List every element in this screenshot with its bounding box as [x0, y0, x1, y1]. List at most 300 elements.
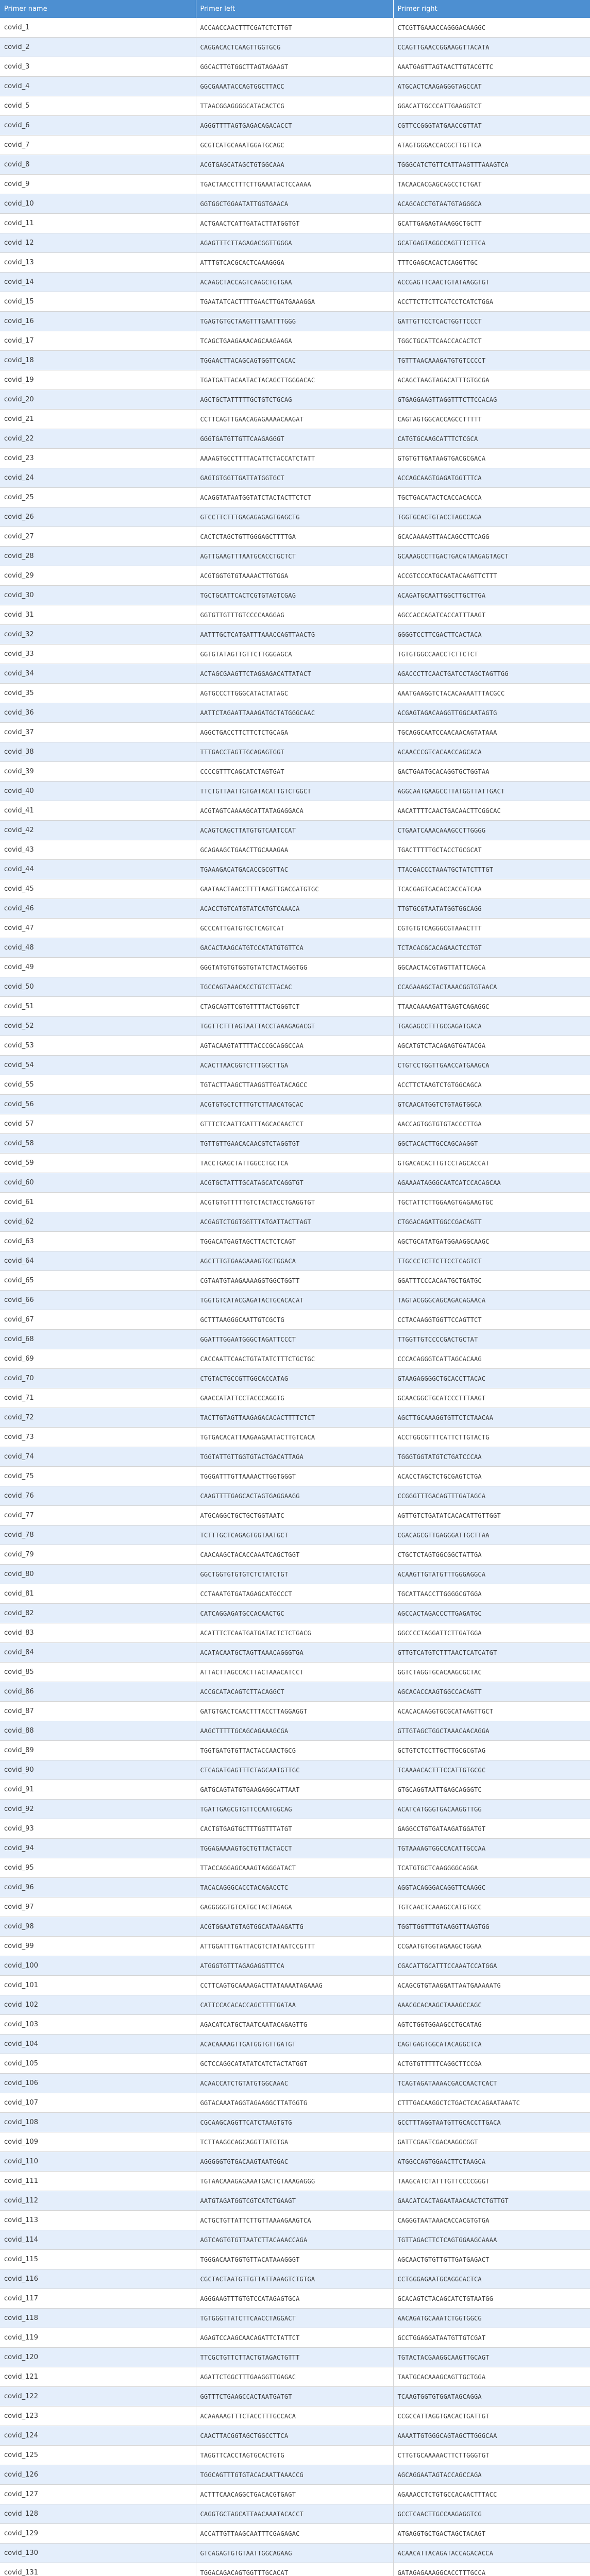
cell-primer-name: covid_54 [0, 1056, 196, 1075]
cell-primer-left: TGCCAGTAAACACCTGTCTTACAC [196, 977, 393, 997]
table-row [0, 801, 590, 821]
cell-primer-name: covid_66 [0, 1291, 196, 1310]
cell-primer-left: CAGGTGCTAGCATTAACAAATACACCT [196, 2504, 393, 2524]
cell-primer-name: covid_60 [0, 1173, 196, 1193]
cell-primer-name: covid_125 [0, 2446, 196, 2465]
cell-primer-name: covid_74 [0, 1447, 196, 1467]
cell-primer-left: AGATTCTGGCTTTGAAGGTTGAGAC [196, 2367, 393, 2387]
table-row [0, 1741, 590, 1760]
table-row [0, 645, 590, 664]
cell-primer-name: covid_117 [0, 2289, 196, 2309]
cell-primer-right: AGAAAATAGGGCAATCATCCACAGCAA [393, 1173, 590, 1193]
cell-primer-left: TTACCAGGAGCAAAGTAGGGATACT [196, 1858, 393, 1878]
table-row [0, 1251, 590, 1271]
cell-primer-name: covid_2 [0, 38, 196, 57]
cell-primer-name: covid_27 [0, 527, 196, 547]
cell-primer-right: GTGCAGGTAATTGAGCAGGGTC [393, 1780, 590, 1800]
cell-primer-name: covid_73 [0, 1428, 196, 1447]
cell-primer-left: GATGCAGTATGTGAAGAGGCATTAAT [196, 1780, 393, 1800]
cell-primer-name: covid_122 [0, 2387, 196, 2406]
table-row [0, 351, 590, 370]
table-row [0, 1760, 590, 1780]
table-row [0, 977, 590, 997]
table-row [0, 684, 590, 703]
cell-primer-right: GCATTGAGAGTAAAGGCTGCTT [393, 214, 590, 233]
table-row [0, 2524, 590, 2544]
table-row [0, 2485, 590, 2504]
cell-primer-left: ATTTGTCACGCACTCAAAGGGA [196, 253, 393, 273]
cell-primer-name: covid_12 [0, 233, 196, 253]
cell-primer-left: TGGCAGTTTGTGTACACAATTAAACCG [196, 2465, 393, 2485]
table-row [0, 821, 590, 840]
cell-primer-left: TGATTGAGCGTGTTCCAATGGCAG [196, 1800, 393, 1819]
cell-primer-name: covid_107 [0, 2093, 196, 2113]
table-row [0, 566, 590, 586]
cell-primer-left: AGGGAAGTTTGTGTCCATAGAGTGCA [196, 2289, 393, 2309]
cell-primer-name: covid_123 [0, 2406, 196, 2426]
cell-primer-left: AGTCAGTGTGTTAATCTTACAAACCAGA [196, 2230, 393, 2250]
cell-primer-right: CCGCCATTAGGTGACACTGATTGT [393, 2406, 590, 2426]
table-row [0, 1369, 590, 1388]
cell-primer-left: TGAAAGACATGACACCGCGTTAC [196, 860, 393, 879]
table-row [0, 2191, 590, 2211]
cell-primer-name: covid_21 [0, 410, 196, 429]
cell-primer-left: ATTACTTAGCCACTTACTAAACATCCT [196, 1663, 393, 1682]
cell-primer-name: covid_89 [0, 1741, 196, 1760]
cell-primer-right: AAATGAAGGTCTACACAAAATTTACGCC [393, 684, 590, 703]
cell-primer-left: ACGTGTGTTTTTGTCTACTACCTGAGGTGT [196, 1193, 393, 1212]
cell-primer-right: ACAACATTACAGATACCAGACACCA [393, 2544, 590, 2563]
cell-primer-left: TGTGGGTTATCTTCAACCTAGGACT [196, 2309, 393, 2328]
cell-primer-name: covid_18 [0, 351, 196, 370]
cell-primer-right: AGCAGGAATAGTACCAGCCAGA [393, 2465, 590, 2485]
cell-primer-right: CAGGGTAATAAACACCACGTGTGA [393, 2211, 590, 2230]
table-row [0, 507, 590, 527]
cell-primer-name: covid_116 [0, 2269, 196, 2289]
cell-primer-name: covid_67 [0, 1310, 196, 1330]
cell-primer-left: ACTTTCAACAGGCTGACACGTGAGT [196, 2485, 393, 2504]
cell-primer-right: CTTTGACAAGGCTCTGACTCACAGAATAAATC [393, 2093, 590, 2113]
cell-primer-left: AATTCTAGAATTAAAGATGCTATGGGCAAC [196, 703, 393, 723]
cell-primer-left: GGGTGATGTTGTTCAAGAGGGT [196, 429, 393, 449]
cell-primer-right: CCAGAAAGCTACTAAACGGTGTAACA [393, 977, 590, 997]
cell-primer-name: covid_34 [0, 664, 196, 684]
cell-primer-name: covid_105 [0, 2054, 196, 2074]
cell-primer-right: GTAAGAGGGGCTGCACCTTACAC [393, 1369, 590, 1388]
cell-primer-left: ACTAGCGAAGTTCTAGGAGACATTATACT [196, 664, 393, 684]
cell-primer-name: covid_87 [0, 1702, 196, 1721]
cell-primer-left: TTAACGGAGGGGCATACACTCG [196, 96, 393, 116]
cell-primer-left: TGGACAGACAGTGGTTTGCACAT [196, 2563, 393, 2576]
cell-primer-left: TGTTGTTGAACACAACGTCTAGGTGT [196, 1134, 393, 1154]
cell-primer-name: covid_6 [0, 116, 196, 135]
cell-primer-left: TCTTAAGGCAGCAGGTTATGTGA [196, 2132, 393, 2152]
table-row [0, 2367, 590, 2387]
cell-primer-right: ACAACCCGTCACAACCAGCACA [393, 742, 590, 762]
cell-primer-right: GAACATCACTAGAATAACAACTCTGTTGT [393, 2191, 590, 2211]
cell-primer-name: covid_104 [0, 2035, 196, 2054]
cell-primer-left: TGTGACACATTAAGAAGAATACTTGTCACA [196, 1428, 393, 1447]
table-row [0, 370, 590, 390]
cell-primer-left: AGTTGAAGTTTAATGCACCTGCTCT [196, 547, 393, 566]
cell-primer-right: TGGTGCACTGTACCTAGCCAGA [393, 507, 590, 527]
table-row [0, 1937, 590, 1956]
cell-primer-right: CATGTGCAAGCATTTCTCGCA [393, 429, 590, 449]
cell-primer-name: covid_131 [0, 2563, 196, 2576]
table-row [0, 18, 590, 38]
cell-primer-left: CATCAGGAGATGCCACAACTGC [196, 1604, 393, 1623]
cell-primer-right: TGGTTGGTTTGTAAGGTTAAGTGG [393, 1917, 590, 1937]
cell-primer-right: TACAACACGAGCAGCCTCTGAT [393, 175, 590, 194]
cell-primer-right: CCGGGTTTGACAGTTTGATAGCA [393, 1486, 590, 1506]
cell-primer-right: AAATGAGTTAGTAACTTGTACGTTC [393, 57, 590, 77]
cell-primer-right: ACAGCTAAGTAGACATTTGTGCGA [393, 370, 590, 390]
cell-primer-left: CAACTTACGGTAGCTGGCCTTCA [196, 2426, 393, 2446]
cell-primer-name: covid_72 [0, 1408, 196, 1428]
table-row [0, 742, 590, 762]
table-row [0, 1917, 590, 1937]
table-row [0, 1643, 590, 1663]
cell-primer-name: covid_62 [0, 1212, 196, 1232]
cell-primer-name: covid_45 [0, 879, 196, 899]
cell-primer-right: TGTGTGGCCAACCTCTTCTCT [393, 645, 590, 664]
cell-primer-left: GTTTCTCAATTGATTTAGCACAACTCT [196, 1114, 393, 1134]
cell-primer-name: covid_19 [0, 370, 196, 390]
cell-primer-left: ACGTGGTGTGTAAAACTTGTGGA [196, 566, 393, 586]
cell-primer-right: ACCTTCTAAGTCTGTGGCAGCA [393, 1075, 590, 1095]
cell-primer-right: TGTCAACTCAAAGCCATGTGCC [393, 1897, 590, 1917]
cell-primer-right: ACACCTAGCTCTGCGAGTCTGA [393, 1467, 590, 1486]
cell-primer-name: covid_106 [0, 2074, 196, 2093]
cell-primer-left: ACCAACCAACTTTCGATCTCTTGT [196, 18, 393, 38]
cell-primer-right: TCAAAACACTTTCCATTGTGCGC [393, 1760, 590, 1780]
cell-primer-name: covid_5 [0, 96, 196, 116]
cell-primer-name: covid_49 [0, 958, 196, 977]
cell-primer-name: covid_99 [0, 1937, 196, 1956]
table-row [0, 919, 590, 938]
header-primer-name: Primer name [0, 0, 196, 18]
table-row [0, 1193, 590, 1212]
cell-primer-right: ACGAGTAGACAAGGTTGGCAATAGTG [393, 703, 590, 723]
cell-primer-name: covid_13 [0, 253, 196, 273]
cell-primer-name: covid_46 [0, 899, 196, 919]
table-row [0, 175, 590, 194]
cell-primer-name: covid_39 [0, 762, 196, 782]
cell-primer-right: TTGTGCGTAATATGGTGGCAGG [393, 899, 590, 919]
table-row [0, 1839, 590, 1858]
table-row [0, 194, 590, 214]
cell-primer-name: covid_68 [0, 1330, 196, 1349]
cell-primer-right: ATGCACTCAAGAGGGTAGCCAT [393, 77, 590, 96]
cell-primer-left: TGTACTTAAGCTTAAGGTTGATACAGCC [196, 1075, 393, 1095]
cell-primer-name: covid_102 [0, 1995, 196, 2015]
table-row [0, 1036, 590, 1056]
table-row [0, 1995, 590, 2015]
table-row [0, 1819, 590, 1839]
cell-primer-right: AGAAACCTCTGTGCCACAACTTTACC [393, 2485, 590, 2504]
cell-primer-left: AGACATCATGCTAATCAATACAGAGTTG [196, 2015, 393, 2035]
cell-primer-right: ACACACAAGGTGCGCATAAGTTGCT [393, 1702, 590, 1721]
table-row [0, 429, 590, 449]
table-row [0, 96, 590, 116]
table-row [0, 1310, 590, 1330]
cell-primer-name: covid_80 [0, 1565, 196, 1584]
cell-primer-name: covid_100 [0, 1956, 196, 1976]
cell-primer-left: GGTGTATAGTTGTTCTTGGGAGCA [196, 645, 393, 664]
cell-primer-left: TGACTAACCTTTCTTGAAATACTCCAAAA [196, 175, 393, 194]
table-row [0, 1016, 590, 1036]
cell-primer-left: GCTTTAAGGGCAATTGTCGCTG [196, 1310, 393, 1330]
cell-primer-right: TCAAGTGGTGTGGATAGCAGGA [393, 2387, 590, 2406]
cell-primer-left: CGCTACTAATGTTGTTATTAAAGTCTGTGA [196, 2269, 393, 2289]
cell-primer-right: TTAACAAAAGATTGAGTCAGAGGC [393, 997, 590, 1016]
cell-primer-name: covid_22 [0, 429, 196, 449]
table-row [0, 899, 590, 919]
cell-primer-name: covid_50 [0, 977, 196, 997]
cell-primer-left: GCCCATTGATGTGCTCAGTCAT [196, 919, 393, 938]
cell-primer-left: ACACCTGTCATGTATCATGTCAAACA [196, 899, 393, 919]
cell-primer-name: covid_26 [0, 507, 196, 527]
table-row [0, 273, 590, 292]
cell-primer-left: ACTGCTGTTATTCTTGTTAAAAGAAGTCA [196, 2211, 393, 2230]
cell-primer-left: GAATAACTAACCTTTTAAGTTGACGATGTGC [196, 879, 393, 899]
table-row [0, 879, 590, 899]
cell-primer-right: ACATCATGGGTGACAAGGTTGG [393, 1800, 590, 1819]
cell-primer-name: covid_86 [0, 1682, 196, 1702]
cell-primer-name: covid_64 [0, 1251, 196, 1271]
cell-primer-right: GGTCTAGGTGCACAAGCGCTAC [393, 1663, 590, 1682]
cell-primer-right: TGCATTAACCTTGGGGCGTGGA [393, 1584, 590, 1604]
cell-primer-name: covid_108 [0, 2113, 196, 2132]
table-row [0, 1526, 590, 1545]
cell-primer-right: GATTCGAATCGACAAGGCGGT [393, 2132, 590, 2152]
cell-primer-right: AACATTTTCAACTGACAACTTCGGCAC [393, 801, 590, 821]
cell-primer-left: GTCAGAGTGTGTAATTGGCAGAAG [196, 2544, 393, 2563]
cell-primer-left: TACACAGGGCACCTACAGACCTC [196, 1878, 393, 1897]
cell-primer-left: TGTAACAAAGAGAAATGACTCTAAAGAGGG [196, 2172, 393, 2191]
cell-primer-name: covid_31 [0, 605, 196, 625]
cell-primer-left: TTCGCTGTTCTTACTGTAGACTGTTT [196, 2348, 393, 2367]
table-row [0, 1075, 590, 1095]
cell-primer-name: covid_51 [0, 997, 196, 1016]
table-row [0, 1663, 590, 1682]
cell-primer-right: GTGTGTTGATAAGTGACGCGACA [393, 449, 590, 468]
cell-primer-left: CCCCGTTTCAGCATCTAGTGAT [196, 762, 393, 782]
cell-primer-right: CTGTCCTGGTTGAACCATGAAGCA [393, 1056, 590, 1075]
table-row [0, 135, 590, 155]
table-row [0, 1976, 590, 1995]
cell-primer-right: TGTACTACGAAGGCAAGTTGCAGT [393, 2348, 590, 2367]
cell-primer-left: ACAACCATCTGTATGTGGCAAAC [196, 2074, 393, 2093]
cell-primer-name: covid_127 [0, 2485, 196, 2504]
cell-primer-name: covid_126 [0, 2465, 196, 2485]
cell-primer-left: TGGAGAAAAGTGCTGTTACTACCT [196, 1839, 393, 1858]
cell-primer-name: covid_8 [0, 155, 196, 175]
cell-primer-left: ACGAGTCTGGTGGTTTATGATTACTTAGT [196, 1212, 393, 1232]
cell-primer-name: covid_75 [0, 1467, 196, 1486]
cell-primer-name: covid_110 [0, 2152, 196, 2172]
cell-primer-name: covid_82 [0, 1604, 196, 1623]
cell-primer-left: ACGTGCTATTTGCATAGCATCAGGTGT [196, 1173, 393, 1193]
cell-primer-right: GAGGCCTGTGATAAGATGGATGT [393, 1819, 590, 1839]
table-row [0, 2211, 590, 2230]
cell-primer-right: GATTGTTCCTCACTGGTTCCCT [393, 312, 590, 331]
table-row [0, 1702, 590, 1721]
cell-primer-right: CTGAATCAAACAAAGCCTTGGGG [393, 821, 590, 840]
table-row [0, 1545, 590, 1565]
cell-primer-left: TGGTTCTTTAGTAATTACCTAAAGAGACGT [196, 1016, 393, 1036]
cell-primer-left: GATGTGACTCAACTTTACCTTAGGAGGT [196, 1702, 393, 1721]
cell-primer-right: TGCTATTCTTGGAAGTGAGAAGTGC [393, 1193, 590, 1212]
cell-primer-right: GCCTCAACTTGCCAAGAGGTCG [393, 2504, 590, 2524]
table-row [0, 2172, 590, 2191]
cell-primer-right: TAATGCACAAAGCAGTTGCTGGA [393, 2367, 590, 2387]
cell-primer-left: AGCTGCTATTTTTGCTGTCTGCAG [196, 390, 393, 410]
cell-primer-name: covid_14 [0, 273, 196, 292]
cell-primer-left: TGGGATTTGTTAAAACTTGGTGGGT [196, 1467, 393, 1486]
cell-primer-left: ATGCAGGCTGCTGCTGGTAATC [196, 1506, 393, 1526]
table-row [0, 1056, 590, 1075]
header-row [0, 0, 590, 18]
cell-primer-right: TGTTTAACAAAGATGTGTCCCCT [393, 351, 590, 370]
cell-primer-left: AGGGTTTTAGTGAGACAGACACCT [196, 116, 393, 135]
table-row [0, 1721, 590, 1741]
cell-primer-name: covid_81 [0, 1584, 196, 1604]
cell-primer-right: TTGCCCTCTTCTTCCTCAGTCT [393, 1251, 590, 1271]
cell-primer-right: GACTGAATGCACAGGTGCTGGTAA [393, 762, 590, 782]
cell-primer-right: AGCCACTAGACCCTTGAGATGC [393, 1604, 590, 1623]
cell-primer-right: GCCTTTAGGTAATGTTGCACCTTGACA [393, 2113, 590, 2132]
table-row [0, 1897, 590, 1917]
cell-primer-name: covid_113 [0, 2211, 196, 2230]
cell-primer-name: covid_69 [0, 1349, 196, 1369]
cell-primer-right: TTGGTTGTCCCCGACTGCTAT [393, 1330, 590, 1349]
cell-primer-left: TGGTGATGTGTTACTACCAACTGCG [196, 1741, 393, 1760]
cell-primer-right: AACCAGTGGTGTGTACCCTTGA [393, 1114, 590, 1134]
cell-primer-left: TGCTGCATTCACTCGTGTAGTCGAG [196, 586, 393, 605]
table-row [0, 605, 590, 625]
table-row [0, 625, 590, 645]
cell-primer-right: GGCTACACTTGCCAGCAAGGT [393, 1134, 590, 1154]
cell-primer-name: covid_30 [0, 586, 196, 605]
cell-primer-left: TAGGTTCACCTAGTGCACTGTG [196, 2446, 393, 2465]
table-row [0, 2230, 590, 2250]
cell-primer-right: CTCGTTGAAACCAGGGACAAGGC [393, 18, 590, 38]
cell-primer-left: TGAGTGTGCTAAGTTTGAATTTGGG [196, 312, 393, 331]
table-row [0, 1486, 590, 1506]
cell-primer-left: GAACCATATTCCTACCCAGGTG [196, 1388, 393, 1408]
cell-primer-left: ACGTGGAATGTAGTGGCATAAAGATTG [196, 1917, 393, 1937]
cell-primer-left: ACACTTAACGGTCTTTGGCTTGA [196, 1056, 393, 1075]
table-body [0, 18, 590, 2576]
cell-primer-right: TGGGTGGTATGTCTGATCCCAA [393, 1447, 590, 1467]
cell-primer-name: covid_98 [0, 1917, 196, 1937]
cell-primer-left: TACTTGTAGTTAAGAGACACACTTTTCTCT [196, 1408, 393, 1428]
cell-primer-name: covid_97 [0, 1897, 196, 1917]
cell-primer-right: CAGTAGTGGCACCAGCCTTTTT [393, 410, 590, 429]
cell-primer-name: covid_25 [0, 488, 196, 507]
cell-primer-left: ACCATTGTTAAGCAATTTCGAGAGAC [196, 2524, 393, 2544]
cell-primer-name: covid_109 [0, 2132, 196, 2152]
cell-primer-left: AGAGTTTCTTAGAGACGGTTGGGA [196, 233, 393, 253]
cell-primer-name: covid_10 [0, 194, 196, 214]
cell-primer-left: TGGACATGAGTAGCTTACTCTCAGT [196, 1232, 393, 1251]
table-row [0, 586, 590, 605]
cell-primer-name: covid_28 [0, 547, 196, 566]
table-row [0, 2093, 590, 2113]
cell-primer-left: CACCAATTCAACTGTATATCTTTCTGCTGC [196, 1349, 393, 1369]
cell-primer-left: GGCACTTGTGGCTTAGTAGAAGT [196, 57, 393, 77]
cell-primer-right: GCAAAGCCTTGACTGACATAAGAGTAGCT [393, 547, 590, 566]
cell-primer-left: GGTGTTGTTTGTCCCCAAGGAG [196, 605, 393, 625]
table-row [0, 1212, 590, 1232]
cell-primer-left: CTCAGATGAGTTTCTAGCAATGTTGC [196, 1760, 393, 1780]
table-row [0, 2563, 590, 2576]
cell-primer-name: covid_36 [0, 703, 196, 723]
cell-primer-name: covid_85 [0, 1663, 196, 1682]
cell-primer-left: TCAGCTGAAGAAACAGCAAGAAGA [196, 331, 393, 351]
table-row [0, 410, 590, 429]
cell-primer-name: covid_40 [0, 782, 196, 801]
cell-primer-left: GTCCTTCTTTGAGAGAGAGTGAGCTG [196, 507, 393, 527]
cell-primer-right: TGAGAGCCTTTGCGAGATGACA [393, 1016, 590, 1036]
cell-primer-right: TTACGACCCTAAATGCTATCTTTGT [393, 860, 590, 879]
cell-primer-right: AGCCACCAGATCACCATTTAAGT [393, 605, 590, 625]
table-row [0, 1565, 590, 1584]
table-row [0, 38, 590, 57]
cell-primer-left: ACTGAACTCATTGATACTTATGGTGT [196, 214, 393, 233]
cell-primer-right: TGGCTGCATTCAACCACACTCT [393, 331, 590, 351]
table-row [0, 762, 590, 782]
cell-primer-right: AGACCCTTCAACTGATCCTAGCTAGTTGG [393, 664, 590, 684]
cell-primer-left: TCTTTGCTCAGAGTGGTAATGCT [196, 1526, 393, 1545]
cell-primer-right: CGTTCCGGGTATGAACCGTTAT [393, 116, 590, 135]
cell-primer-name: covid_103 [0, 2015, 196, 2035]
cell-primer-name: covid_91 [0, 1780, 196, 1800]
cell-primer-name: covid_92 [0, 1800, 196, 1819]
cell-primer-left: TTCTGTTAATTGTGATACATTGTCTGGCT [196, 782, 393, 801]
cell-primer-name: covid_71 [0, 1388, 196, 1408]
cell-primer-right: AGCATGTCTACAGAGTGATACGA [393, 1036, 590, 1056]
cell-primer-left: ACGTAGTCAAAAGCATTATAGAGGACA [196, 801, 393, 821]
cell-primer-left: AGGCTGACCTTCTTCTCTGCAGA [196, 723, 393, 742]
cell-primer-name: covid_53 [0, 1036, 196, 1056]
cell-primer-left: AGCTTTGTGAAGAAAGTGCTGGACA [196, 1251, 393, 1271]
cell-primer-name: covid_95 [0, 1858, 196, 1878]
table-row [0, 1114, 590, 1134]
cell-primer-name: covid_114 [0, 2230, 196, 2250]
cell-primer-name: covid_16 [0, 312, 196, 331]
cell-primer-name: covid_38 [0, 742, 196, 762]
cell-primer-name: covid_70 [0, 1369, 196, 1388]
cell-primer-left: ATGGGTGTTTAGAGAGGTTTCA [196, 1956, 393, 1976]
cell-primer-left: CCTTCAGTGCAAAAGACTTATAAAATAGAAAG [196, 1976, 393, 1995]
cell-primer-right: ACCGAGTTCAACTGTATAAGGTGT [393, 273, 590, 292]
cell-primer-left: GGTACAAATAGGTAGAAGGCTTATGGTG [196, 2093, 393, 2113]
table-row [0, 214, 590, 233]
cell-primer-right: GCACAAAAGTTAACAGCCTTCAGG [393, 527, 590, 547]
cell-primer-name: covid_56 [0, 1095, 196, 1114]
cell-primer-left: CCTTCAGTTGAACAGAGAAAACAAGAT [196, 410, 393, 429]
cell-primer-left: GGATTTGGAATGGGCTAGATTCCCT [196, 1330, 393, 1349]
cell-primer-name: covid_42 [0, 821, 196, 840]
table-row [0, 1447, 590, 1467]
cell-primer-left: CGCAAGCAGGTTCATCTAAGTGTG [196, 2113, 393, 2132]
cell-primer-right: ACAGCACCTGTAATGTAGGGCA [393, 194, 590, 214]
cell-primer-name: covid_11 [0, 214, 196, 233]
table-row [0, 2387, 590, 2406]
cell-primer-right: GTGAGGAAGTTAGGTTTCTTCCACAG [393, 390, 590, 410]
